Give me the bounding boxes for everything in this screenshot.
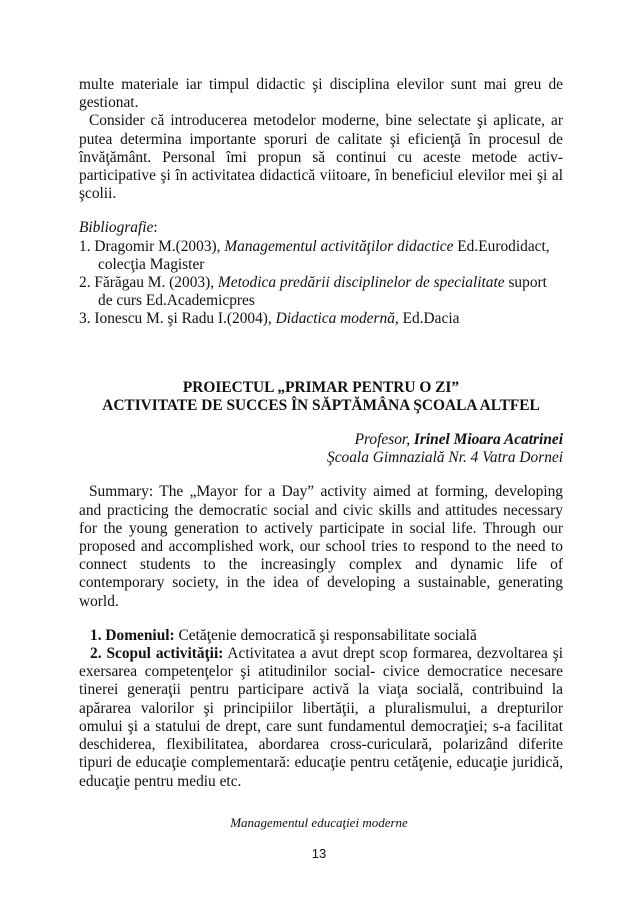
spacer	[79, 329, 563, 379]
author-name: Irinel Mioara Acatrinei	[413, 431, 563, 449]
section-1-text: Cetăţenie democratică şi responsabilitate socială	[174, 626, 477, 644]
section-1-label: 1. Domeniul:	[90, 626, 175, 644]
journal-footer: Managementul educaţiei moderne	[230, 815, 408, 830]
bibliography-item-2	[79, 274, 563, 310]
section-purpose	[79, 645, 563, 791]
bibliography-heading-text: Bibliografie	[79, 219, 154, 237]
page-content	[79, 76, 563, 791]
bib-2-prefix: 2. Fărăgau M. (2003),	[79, 274, 218, 292]
bib-3-prefix: 3. Ionescu M. şi Radu I.(2004),	[79, 310, 276, 328]
section-domain	[79, 627, 563, 645]
bibliography-item-3	[79, 310, 563, 328]
bib-1-prefix: 1. Dragomir M.(2003),	[79, 237, 225, 255]
author-role: Profesor,	[354, 431, 414, 449]
bib-3-title: Didactica modernă,	[275, 310, 399, 328]
spacer	[79, 611, 563, 627]
bib-2-title: Metodica predării disciplinelor de specialitate	[217, 274, 505, 292]
bib-1-suffix: Ed.Eurodidact, colecţia Magister	[98, 237, 550, 273]
section-2-label: 2. Scopul activităţii:	[90, 645, 224, 663]
author-school: Şcoala Gimnazială Nr. 4 Vatra Dornei	[327, 449, 563, 467]
spacer	[79, 415, 563, 431]
bibliography-heading-colon: :	[153, 219, 158, 237]
section-2-text: Activitatea a avut drept scop formarea, dezvoltarea şi exersarea competenţelor şi atitudinilor social- civice democratice necesare tinerei generaţii pentru participare activă la viaţa socială, contribuind la apărarea valorilor şi principiilor libertăţii, a pluralismului, a drepturilor omului şi a statului de drept, care sunt fundamentul democraţiei; s-a facilitat deschiderea, flexibilitatea, abordarea cross-curiculară, polarizând diferite tipuri de educaţie complementară: educaţie pentru cetăţenie, educaţie juridică, educaţie pentru mediu etc.	[79, 645, 563, 790]
article-title-line-1: PROIECTUL „PRIMAR PENTRU O ZI”	[182, 378, 460, 396]
intro-conclusion: Consider că introducerea metodelor moderne, bine selectate şi aplicate, ar putea determina importante sporuri de calitate şi eficienţă în procesul de învăţământ. Personal îmi propun să continui cu aceste metode activ-participative şi în activitatea didactică viitoare, în beneficiul elevilor mei şi al şcolii.	[79, 112, 563, 203]
bib-2-suffix: suport de curs Ed.Academicpres	[98, 274, 547, 310]
bibliography-heading	[79, 219, 563, 237]
author-line	[79, 431, 563, 449]
summary-paragraph: Summary: The „Mayor for a Day” activity aimed at forming, developing and practicing the democratic social and civic skills and attitudes necessary for the young generation to actively participate in social life. Through our proposed and accomplished work, our school tries to respond to the need to connect students to the increasingly complex and dynamic life of contemporary society, in the idea of developing a sustainable, generating world.	[79, 483, 563, 610]
spacer	[79, 203, 563, 219]
bibliography-item-1	[79, 238, 563, 274]
bib-3-suffix: Ed.Dacia	[398, 310, 460, 328]
bib-1-title: Managementul activităţilor didactice	[224, 237, 454, 255]
article-title-line-2: ACTIVITATE DE SUCCES ÎN SĂPTĂMÂNA ŞCOALA ALTFEL	[102, 396, 540, 414]
spacer	[79, 467, 563, 483]
intro-continuation: multe materiale iar timpul didactic şi disciplina elevilor sunt mai greu de gestionat.	[79, 76, 563, 112]
page-number: 13	[311, 846, 327, 861]
